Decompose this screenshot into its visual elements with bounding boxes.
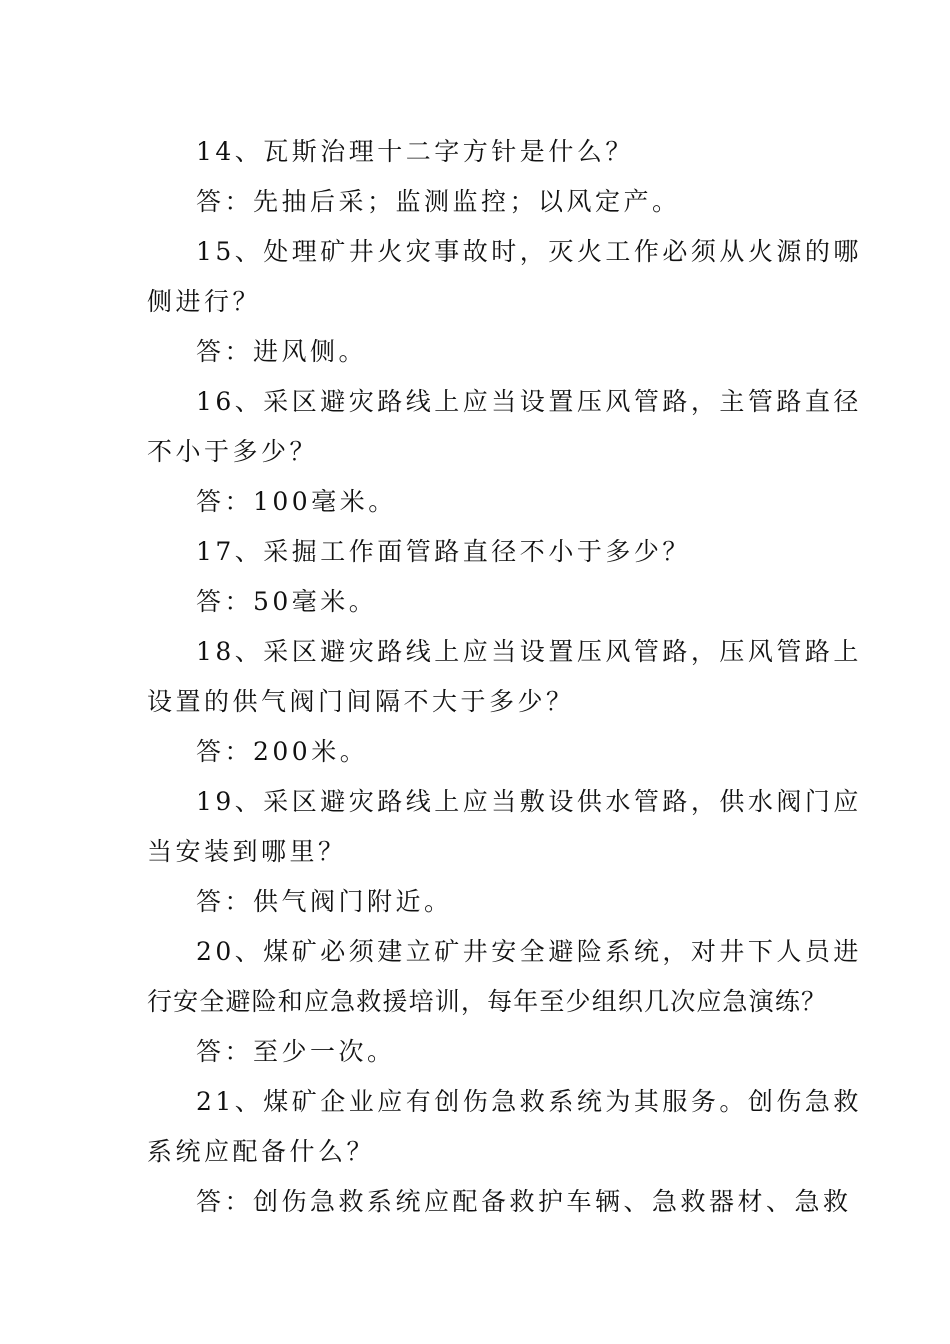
- answer-21: 答：创伤急救系统应配备救护车辆、急救器材、急救: [196, 1187, 852, 1216]
- question-18: 18、采区避灾路线上应当设置压风管路，压风管路上: [196, 637, 862, 666]
- question-15-cont: 侧进行？: [147, 287, 262, 316]
- question-21-cont: 系统应配备什么？: [147, 1137, 376, 1166]
- question-15: 15、处理矿井火灾事故时，灭火工作必须从火源的哪: [196, 237, 862, 266]
- answer-17: 答：50毫米。: [196, 587, 378, 616]
- answer-16: 答：100毫米。: [196, 487, 397, 516]
- answer-15: 答：进风侧。: [196, 337, 368, 366]
- question-16: 16、采区避灾路线上应当设置压风管路，主管路直径: [196, 387, 862, 416]
- question-16-cont: 不小于多少？: [147, 437, 319, 466]
- question-17: 17、采掘工作面管路直径不小于多少？: [196, 537, 691, 566]
- question-14: 14、瓦斯治理十二字方针是什么？: [196, 137, 634, 166]
- answer-20: 答：至少一次。: [196, 1037, 396, 1066]
- question-21: 21、煤矿企业应有创伤急救系统为其服务。创伤急救: [196, 1087, 862, 1116]
- answer-18: 答：200米。: [196, 737, 369, 766]
- question-20: 20、煤矿必须建立矿井安全避险系统，对井下人员进: [196, 937, 862, 966]
- answer-14: 答：先抽后采；监测监控；以风定产。: [196, 187, 681, 216]
- question-19-cont: 当安装到哪里？: [147, 837, 347, 866]
- answer-19: 答：供气阀门附近。: [196, 887, 453, 916]
- question-18-cont: 设置的供气阀门间隔不大于多少？: [147, 687, 575, 716]
- question-20-cont: 行安全避险和应急救援培训，每年至少组织几次应急演练？: [147, 987, 827, 1016]
- question-19: 19、采区避灾路线上应当敷设供水管路，供水阀门应: [196, 787, 862, 816]
